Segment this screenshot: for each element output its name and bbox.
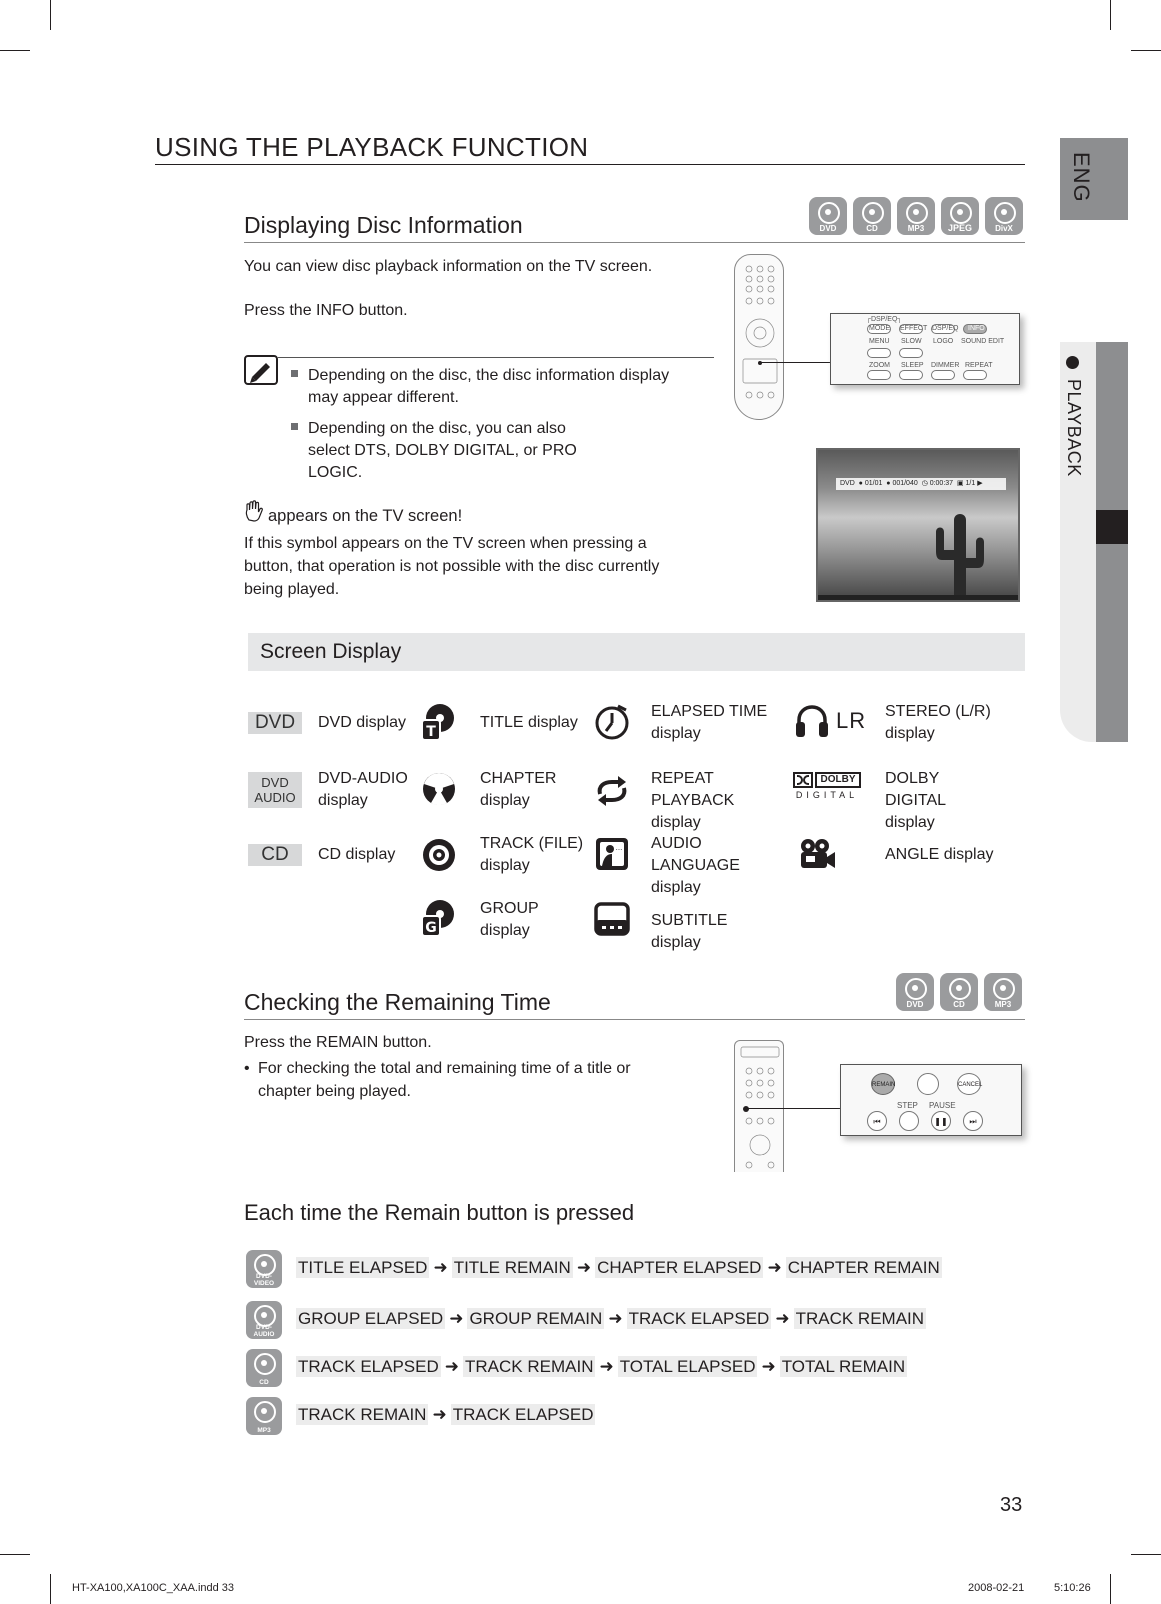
remote-button	[899, 370, 923, 380]
disc-icons	[809, 197, 1023, 235]
cd-disc-icon: CD	[246, 1349, 282, 1387]
footer-date: 2008-02-21	[968, 1582, 1025, 1594]
eng-tab-label: ENG	[1069, 152, 1094, 203]
title-display-label: TITLE display	[480, 714, 578, 731]
note-icon	[244, 355, 278, 385]
page-title: USING THE PLAYBACK FUNCTION	[155, 132, 589, 162]
mp3-disc-icon: MP3	[897, 197, 935, 235]
crop-mark	[50, 1574, 51, 1604]
press-info-text: Press the INFO button.	[244, 302, 408, 319]
remote-button	[917, 1073, 939, 1095]
dvd-audio-disc-icon: DVD-AUDIO	[246, 1301, 282, 1339]
crop-mark	[0, 50, 30, 51]
symbol-heading: appears on the TV screen!	[268, 507, 463, 525]
remain-sequence-row: TRACK ELAPSED ➜ TRACK REMAIN ➜ TOTAL ELAPSED ➜ TOTAL REMAIN	[298, 1357, 906, 1376]
elapsed-time-label: ELAPSED TIME display	[651, 703, 768, 742]
arrow-right-icon: ➜	[775, 1309, 790, 1328]
remain-sequence-row: TITLE ELAPSED ➜ TITLE REMAIN ➜ CHAPTER ELAPSED ➜ CHAPTER REMAIN	[298, 1258, 940, 1277]
cancel-button: CANCEL	[957, 1073, 981, 1095]
callout-line	[746, 1108, 842, 1109]
track-icon	[422, 838, 456, 872]
dvd-display-label: DVD display	[318, 714, 407, 731]
arrow-right-icon: ➜	[576, 1258, 592, 1277]
dolby-icon: DOLBY DIGITAL	[793, 772, 861, 802]
remote-zoom-info: ┌DSP/EQ┐ MODE EFFECT DSP/EQ INFO MENU SLOW LOGO SOUND EDIT ZOOM SLEEP DIMMER REPEAT	[830, 313, 1020, 385]
svg-text:...: ...	[615, 844, 623, 852]
subtitle-icon	[594, 902, 630, 936]
arrow-right-icon: ➜	[444, 1357, 460, 1376]
remaining-bullet: • For checking the total and remaining time of a title or chapter being played.	[244, 1057, 664, 1103]
bullet-dot-icon: •	[244, 1060, 250, 1077]
subtitle-display-label: SUBTITLE display	[651, 912, 728, 951]
dvd-badge-icon: DVD	[248, 712, 302, 734]
remote-button	[867, 348, 891, 358]
repeat-icon	[594, 776, 630, 806]
hand-icon	[244, 500, 264, 522]
audio-language-label: AUDIO LANGUAGE display	[651, 835, 740, 896]
section-rule	[244, 242, 1025, 243]
disc-info-title: Displaying Disc Information	[244, 212, 523, 238]
remote-zoom-remain: REMAIN CANCEL STEP PAUSE ⏮ ❚❚ ⏭	[840, 1064, 1022, 1136]
angle-display-label: ANGLE display	[885, 846, 994, 863]
title-icon	[420, 702, 456, 742]
remain-button-name: REMAIN	[316, 1034, 379, 1051]
dvd-disc-icon: DVD	[809, 197, 847, 235]
remain-sequence-row: GROUP ELAPSED ➜ GROUP REMAIN ➜ TRACK ELAPSED ➜ TRACK REMAIN	[298, 1309, 925, 1328]
disc-info-intro: You can view disc playback information on the TV screen.	[244, 258, 653, 275]
mp3-disc-icon: MP3	[984, 973, 1022, 1011]
arrow-right-icon: ➜	[599, 1357, 614, 1376]
dvd-video-disc-icon: DVD-VIDEO	[246, 1250, 282, 1288]
group-display-label: GROUP display	[480, 900, 539, 939]
bullet-square-icon	[291, 370, 298, 377]
crop-mark	[1131, 50, 1161, 51]
cd-display-label: CD display	[318, 846, 396, 863]
track-display-label: TRACK (FILE) display	[480, 835, 584, 874]
title-rule	[155, 164, 1025, 165]
headphone-icon	[795, 704, 829, 738]
step-button	[899, 1111, 919, 1131]
arrow-right-icon: ➜	[608, 1309, 623, 1328]
cactus-image	[818, 450, 1020, 602]
screen-display-title: Screen Display	[260, 640, 402, 663]
crop-mark	[1110, 0, 1111, 30]
remote-illustration	[734, 254, 784, 420]
remote-illustration	[734, 1040, 784, 1172]
remote-button	[899, 348, 923, 358]
mp3-disc-icon: MP3	[246, 1397, 282, 1435]
note-rule	[278, 357, 714, 358]
dvd-audio-display-label: DVD-AUDIO display	[318, 770, 408, 809]
next-icon: ⏭	[963, 1111, 983, 1131]
cd-disc-icon: CD	[940, 973, 978, 1011]
playback-tab-marker	[1096, 510, 1128, 544]
audio-language-icon	[594, 836, 630, 872]
repeat-playback-label: REPEAT PLAYBACK display	[651, 770, 735, 831]
tv-screen-illustration	[816, 448, 1020, 602]
remote-label: ┌DSP/EQ┐	[866, 316, 903, 323]
svg-text:T: T	[426, 724, 436, 740]
dolby-digital-label: DOLBY DIGITAL display	[885, 770, 946, 831]
crop-mark	[50, 0, 51, 30]
eng-tab	[1060, 138, 1128, 220]
jpeg-disc-icon: JPEG	[941, 197, 979, 235]
svg-text:G: G	[425, 920, 437, 936]
dvd-audio-badge-icon: DVD AUDIO	[248, 772, 302, 808]
tv-osd-bar: DVD ● 01/01 ● 001/040 ◷ 0:00:37 ▣ 1/1 ▶	[836, 478, 1006, 490]
crop-mark	[1110, 1574, 1111, 1604]
arrow-right-icon: ➜	[432, 1405, 447, 1424]
symbol-text: If this symbol appears on the TV screen when pressing a button, that operation is not possible with the disc currently being played.	[244, 535, 660, 598]
arrow-right-icon: ➜	[449, 1309, 464, 1328]
crop-mark	[1131, 1554, 1161, 1555]
bullet-square-icon	[291, 423, 298, 430]
dolby-mark	[793, 772, 813, 788]
note-item: Depending on the disc, the disc information display may appear different.	[291, 365, 711, 409]
clock-icon	[594, 704, 630, 740]
callout-line	[760, 362, 830, 363]
chapter-icon	[422, 772, 456, 806]
arrow-right-icon: ➜	[761, 1357, 776, 1376]
cd-disc-icon: CD	[853, 197, 891, 235]
stereo-lr-text: LR	[836, 708, 867, 733]
group-icon	[420, 898, 456, 938]
pause-icon: ❚❚	[931, 1111, 951, 1131]
dvd-disc-icon: DVD	[896, 973, 934, 1011]
arrow-right-icon: ➜	[767, 1258, 782, 1277]
remaining-title: Checking the Remaining Time	[244, 989, 551, 1015]
divx-disc-icon: DivX	[985, 197, 1023, 235]
footer-time: 5:10:26	[1054, 1582, 1091, 1594]
remaining-disc-icons	[896, 973, 1022, 1011]
chapter-display-label: CHAPTER display	[480, 770, 557, 809]
remote-button	[963, 370, 987, 380]
arrow-right-icon: ➜	[433, 1258, 448, 1277]
note-item: Depending on the disc, you can also select DTS, DOLBY DIGITAL, or PRO LOGIC.	[291, 418, 711, 484]
stereo-display-label: STEREO (L/R) display	[885, 703, 991, 742]
crop-mark	[0, 1554, 30, 1555]
camera-icon	[798, 838, 836, 870]
remote-button	[867, 370, 891, 380]
prev-icon: ⏮	[867, 1111, 887, 1131]
info-button-name: INFO	[316, 302, 355, 319]
section-rule	[244, 1019, 1025, 1020]
press-remain-text: Press the REMAIN button.	[244, 1034, 432, 1051]
bullet-dot-icon	[1066, 356, 1079, 369]
playback-tab-label: PLAYBACK	[1063, 356, 1084, 477]
remain-sequence-row: TRACK REMAIN ➜ TRACK ELAPSED	[298, 1405, 594, 1424]
each-time-title: Each time the Remain button is pressed	[244, 1200, 635, 1225]
remote-button	[931, 370, 955, 380]
page-number: 33	[1000, 1494, 1023, 1516]
cd-badge-icon: CD	[248, 844, 302, 866]
remain-button: REMAIN	[871, 1073, 895, 1095]
screen-display-bar	[248, 633, 1025, 671]
footer-file: HT-XA100,XA100C_XAA.indd 33	[72, 1582, 235, 1594]
